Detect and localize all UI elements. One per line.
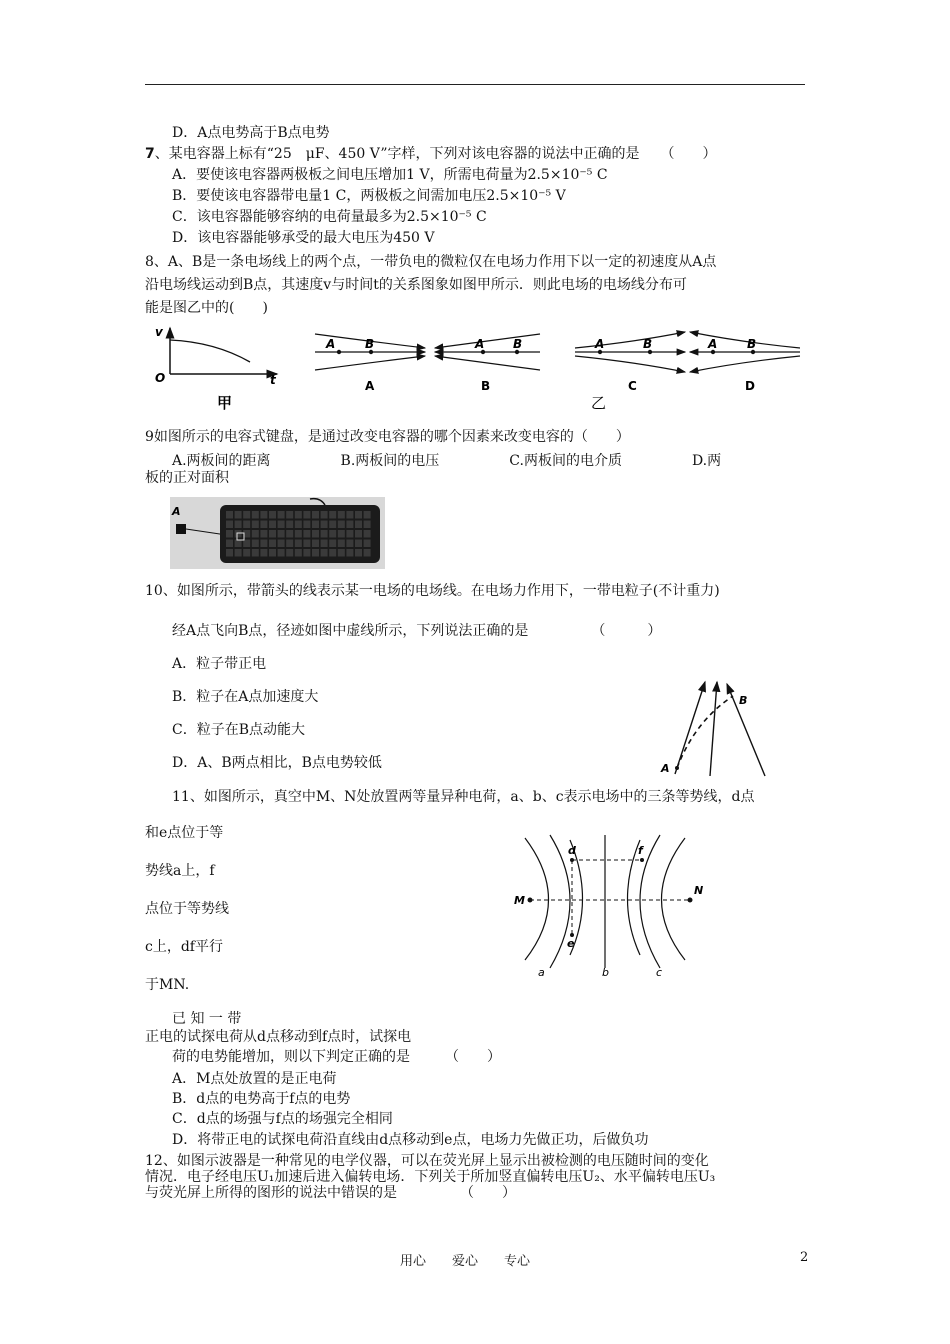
option-b-label: B bbox=[481, 379, 491, 393]
label-f: f bbox=[638, 844, 643, 857]
keyboard-key bbox=[235, 540, 242, 548]
keyboard-key bbox=[355, 530, 362, 538]
keyboard-key bbox=[355, 521, 362, 529]
q10-option-a: A．粒子带正电 bbox=[172, 656, 267, 672]
keyboard-key bbox=[260, 511, 267, 519]
keyboard-key bbox=[243, 511, 250, 519]
q8-stem-2: 沿电场线运动到B点，其速度v与时间t的关系图象如图甲所示．则此电场的电场线分布可 bbox=[145, 277, 687, 293]
keyboard-key bbox=[286, 530, 293, 538]
keyboard-key bbox=[226, 540, 233, 548]
keyboard-key bbox=[252, 511, 259, 519]
keyboard-key bbox=[278, 511, 285, 519]
point-a: A bbox=[708, 337, 718, 351]
footer-motto: 用心 爱心 专心 bbox=[400, 1254, 531, 1269]
q10-option-d: D．A、B两点相比，B点电势较低 bbox=[172, 755, 382, 771]
q11-stem-3: 势线a上，f bbox=[145, 863, 215, 879]
keyboard-key bbox=[278, 521, 285, 529]
q8-figure bbox=[145, 322, 810, 414]
q12-stem-2: 情况．电子经电压U₁加速后进入偏转电场．下列关于所加竖直偏转电压U₂、水平偏转电压U₃ bbox=[145, 1169, 716, 1185]
q9-keyboard-figure bbox=[170, 497, 385, 569]
keyboard-key bbox=[303, 530, 310, 538]
keyboard-key bbox=[235, 511, 242, 519]
label-yi: 乙 bbox=[591, 394, 607, 412]
q11-option-d: D．将带正电的试探电荷沿直线由d点移动到e点，电场力先做正功，后做负功 bbox=[172, 1132, 649, 1148]
keyboard-key bbox=[312, 511, 319, 519]
keyboard-key bbox=[278, 549, 285, 557]
option-d-label: D bbox=[745, 379, 755, 393]
q11-stem-8: 正电的试探电荷从d点移动到f点时，试探电 bbox=[145, 1029, 412, 1045]
q11-stem-5: c上，df平行 bbox=[145, 939, 223, 955]
keyboard-key bbox=[346, 530, 353, 538]
q12-stem-1: 12、如图示波器是一种常见的电学仪器，可以在荧光屏上显示出被检测的电压随时间的变化 bbox=[145, 1153, 709, 1169]
q12-stem-3: 与荧光屏上所得的图形的说法中错误的是 （ ） bbox=[145, 1185, 516, 1201]
keyboard-key bbox=[243, 549, 250, 557]
keyboard-key bbox=[338, 530, 345, 538]
point-b: B bbox=[643, 337, 653, 351]
origin-label: O bbox=[155, 371, 166, 385]
label-d: d bbox=[568, 844, 576, 857]
keyboard-key bbox=[364, 530, 371, 538]
keyboard-key bbox=[338, 540, 345, 548]
keyboard-key bbox=[312, 549, 319, 557]
keyboard-key bbox=[346, 540, 353, 548]
keyboard-key bbox=[278, 540, 285, 548]
keyboard-key bbox=[295, 511, 302, 519]
label-c: c bbox=[656, 966, 663, 979]
keyboard-key bbox=[269, 540, 276, 548]
keyboard-key bbox=[226, 530, 233, 538]
option-c-field bbox=[575, 332, 685, 393]
keyboard-key bbox=[278, 530, 285, 538]
keyboard-key bbox=[303, 540, 310, 548]
keyboard-key bbox=[252, 549, 259, 557]
q7-text: 、某电容器上标有“25 μF、450 V”字样，下列对该电容器的说法中正确的是 （ ） bbox=[154, 146, 717, 162]
option-c-label: C bbox=[628, 379, 637, 393]
q11-stem-4: 点位于等势线 bbox=[145, 901, 229, 917]
q7-option-b: B．要使该电容器带电量1 C，两极板之间需加电压2.5×10⁻⁵ V bbox=[172, 188, 566, 204]
q10-option-b: B．粒子在A点加速度大 bbox=[172, 689, 319, 705]
keyboard-key bbox=[364, 521, 371, 529]
point-a-label: A bbox=[661, 762, 670, 775]
keyboard-key bbox=[269, 530, 276, 538]
point-b: B bbox=[365, 337, 375, 351]
keyboard-key bbox=[338, 521, 345, 529]
keyboard-key bbox=[355, 549, 362, 557]
keyboard-key bbox=[329, 521, 336, 529]
keyboard-key bbox=[321, 549, 328, 557]
keyboard-key bbox=[303, 521, 310, 529]
keyboard-key bbox=[329, 540, 336, 548]
keyboard-key bbox=[338, 511, 345, 519]
q7-number: 7 bbox=[145, 146, 155, 162]
point-a: A bbox=[326, 337, 336, 351]
q8-stem-3: 能是图乙中的( ) bbox=[145, 300, 268, 316]
keyboard-key bbox=[295, 521, 302, 529]
v-axis-label: v bbox=[155, 325, 163, 339]
keyboard-key bbox=[355, 511, 362, 519]
keyboard-key bbox=[321, 511, 328, 519]
keyboard-key bbox=[235, 521, 242, 529]
keyboard-key bbox=[312, 540, 319, 548]
key-square-icon bbox=[176, 524, 186, 534]
q7-option-a: A．要使该电容器两极板之间电压增加1 V，所需电荷量为2.5×10⁻⁵ C bbox=[172, 167, 608, 183]
point-b: B bbox=[747, 337, 757, 351]
q11-stem-6: 于MN. bbox=[145, 977, 190, 993]
q9-options: A.两板间的距离 B.两板间的电压 C.两板间的电介质 D.两 bbox=[172, 453, 722, 469]
keyboard-key bbox=[346, 549, 353, 557]
keyboard-key bbox=[252, 540, 259, 548]
keyboard-key bbox=[364, 511, 371, 519]
keyboard-key bbox=[260, 549, 267, 557]
q9-options-cont: 板的正对面积 bbox=[145, 470, 229, 486]
option-b-field bbox=[435, 334, 540, 393]
point-b: B bbox=[513, 337, 523, 351]
keyboard-key bbox=[312, 521, 319, 529]
keyboard-key bbox=[286, 549, 293, 557]
keyboard-key bbox=[269, 521, 276, 529]
label-n: N bbox=[694, 884, 704, 897]
q9-stem: 9如图所示的电容式键盘，是通过改变电容器的哪个因素来改变电容的（ ） bbox=[145, 429, 630, 445]
t-axis-label: t bbox=[270, 373, 276, 387]
v-t-graph bbox=[155, 325, 277, 412]
keyboard-key bbox=[226, 511, 233, 519]
keyboard-key bbox=[364, 549, 371, 557]
keyboard-key bbox=[355, 540, 362, 548]
point-b-label: B bbox=[739, 694, 748, 707]
q11-option-a: A．M点处放置的是正电荷 bbox=[172, 1071, 337, 1087]
keyboard-key bbox=[235, 530, 242, 538]
keyboard-key bbox=[329, 549, 336, 557]
q11-stem-2: 和e点位于等 bbox=[145, 825, 224, 841]
label-a: a bbox=[538, 966, 545, 979]
point-a: A bbox=[475, 337, 485, 351]
keyboard-key bbox=[338, 549, 345, 557]
keyboard-key bbox=[364, 540, 371, 548]
keyboard-key bbox=[226, 521, 233, 529]
keyboard-key bbox=[321, 540, 328, 548]
q6-option-d: D．A点电势高于B点电势 bbox=[172, 125, 330, 141]
option-d-field bbox=[591, 332, 800, 412]
keyboard-key bbox=[243, 521, 250, 529]
label-e: e bbox=[567, 937, 575, 950]
label-b: b bbox=[602, 966, 609, 979]
keyboard-key bbox=[226, 549, 233, 557]
keyboard-key bbox=[260, 521, 267, 529]
keyboard-key bbox=[243, 540, 250, 548]
keyboard-key bbox=[269, 549, 276, 557]
q11-equipotential-figure bbox=[510, 830, 720, 980]
keyboard-key bbox=[252, 530, 259, 538]
keyboard-key bbox=[303, 511, 310, 519]
q10-stem-2: 经A点飞向B点，径迹如图中虚线所示，下列说法正确的是 （ ） bbox=[172, 623, 662, 639]
label-m: M bbox=[514, 894, 525, 907]
q11-stem-9: 荷的电势能增加，则以下判定正确的是 （ ） bbox=[172, 1049, 501, 1065]
option-a-field bbox=[315, 334, 425, 393]
keyboard-key bbox=[329, 530, 336, 538]
keyboard-key bbox=[286, 540, 293, 548]
keyboard-key bbox=[286, 521, 293, 529]
key-label-a: A bbox=[172, 505, 181, 518]
q7-stem bbox=[145, 145, 716, 163]
keyboard-key bbox=[329, 511, 336, 519]
keyboard-key bbox=[312, 530, 319, 538]
keyboard-key bbox=[295, 549, 302, 557]
q8-stem-1: 8、A、B是一条电场线上的两个点，一带负电的微粒仅在电场力作用下以一定的初速度从A点 bbox=[145, 254, 717, 270]
q10-option-c: C．粒子在B点动能大 bbox=[172, 722, 305, 738]
page-number: 2 bbox=[800, 1250, 809, 1265]
keyboard-key bbox=[260, 530, 267, 538]
keyboard-key bbox=[269, 511, 276, 519]
point-a: A bbox=[595, 337, 605, 351]
q10-stem-1: 10、如图所示，带箭头的线表示某一电场的电场线。在电场力作用下，一带电粒子(不计重力) bbox=[145, 583, 720, 599]
keyboard-key bbox=[295, 540, 302, 548]
keyboard-key bbox=[346, 521, 353, 529]
q11-stem-7: 已 知 一 带 bbox=[172, 1011, 242, 1027]
option-a-label: A bbox=[365, 379, 375, 393]
q11-stem-1: 11、如图所示，真空中M、N处放置两等量异种电荷，a、b、c表示电场中的三条等势线，d点 bbox=[172, 789, 755, 805]
keyboard-key bbox=[286, 511, 293, 519]
keyboard-key bbox=[235, 549, 242, 557]
keyboard-key bbox=[252, 521, 259, 529]
q7-option-d: D．该电容器能够承受的最大电压为450 V bbox=[172, 230, 435, 246]
keyboard-key bbox=[260, 540, 267, 548]
header-rule bbox=[145, 84, 805, 85]
label-jia: 甲 bbox=[217, 394, 233, 412]
q11-option-b: B．d点的电势高于f点的电势 bbox=[172, 1091, 351, 1107]
q11-option-c: C．d点的场强与f点的场强完全相同 bbox=[172, 1111, 393, 1127]
q10-field-figure bbox=[655, 676, 775, 781]
keyboard-key bbox=[346, 511, 353, 519]
keyboard-key bbox=[295, 530, 302, 538]
keyboard-key bbox=[303, 549, 310, 557]
keyboard-key bbox=[321, 521, 328, 529]
q7-option-c: C．该电容器能够容纳的电荷量最多为2.5×10⁻⁵ C bbox=[172, 209, 487, 225]
keyboard-key bbox=[321, 530, 328, 538]
